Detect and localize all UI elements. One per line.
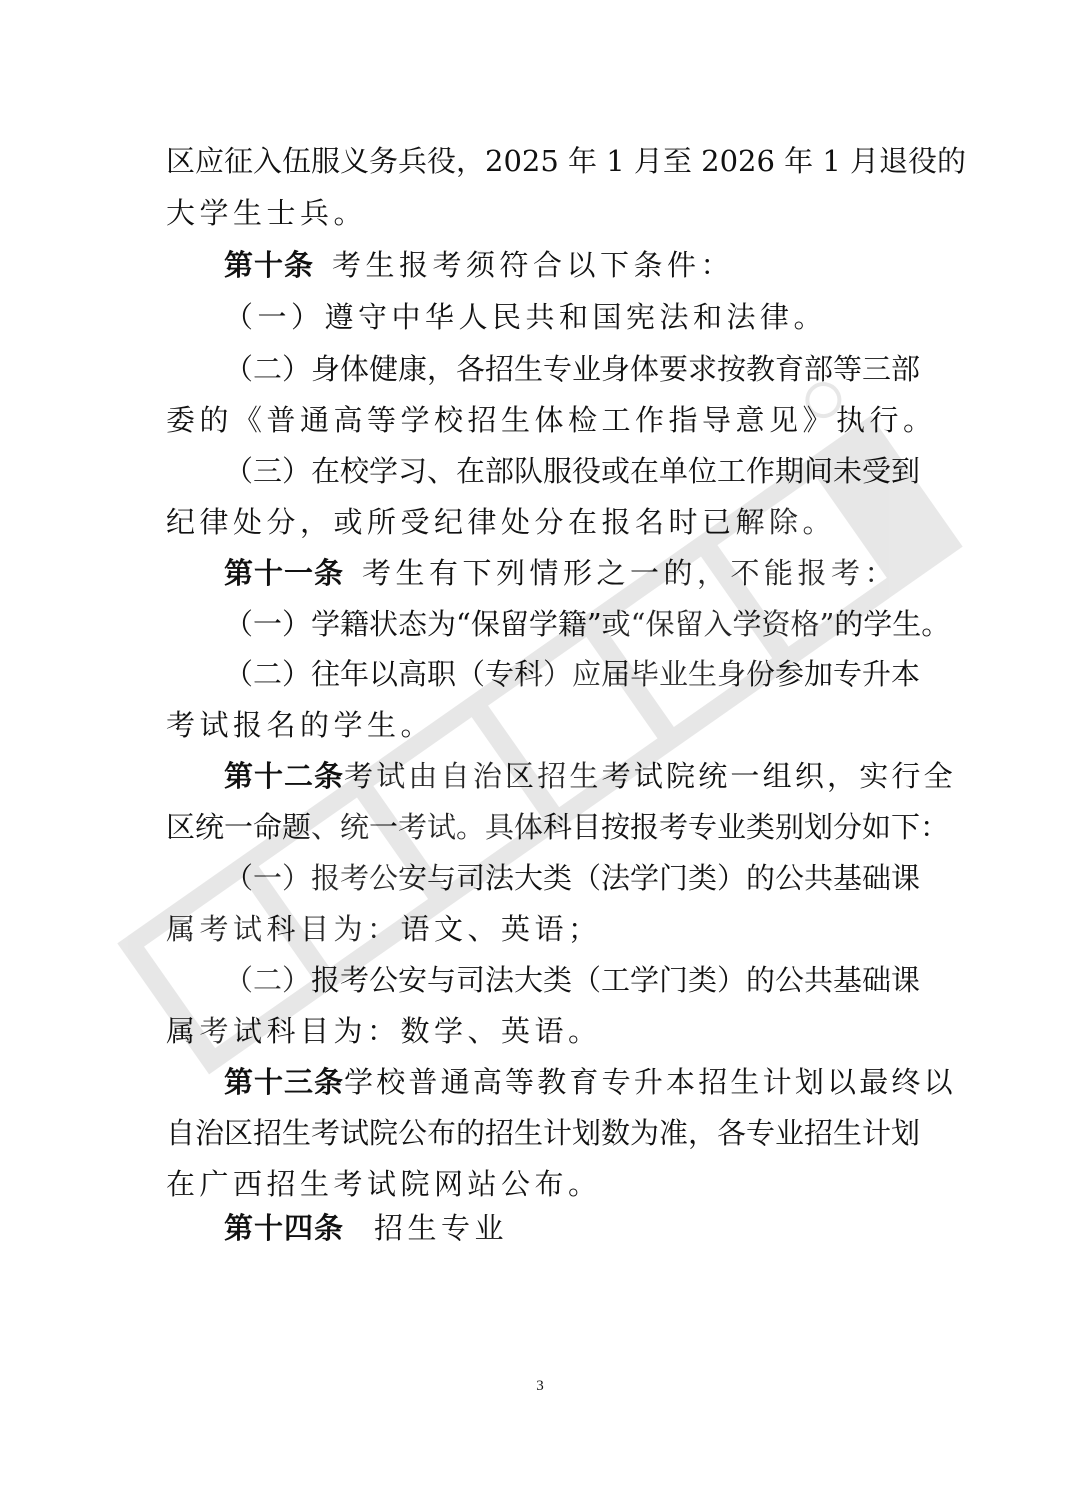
text-line: （二）往年以高职（专科）应届毕业生身份参加专升本 [224,657,921,691]
article-10 [224,238,916,292]
article-13 [224,1055,956,1109]
text-line: （一）学籍状态为“保留学籍”或“保留入学资格”的学生。 [224,607,951,641]
text-line: 在广西招生考试院网站公布。 [166,1167,602,1201]
text-line: （二）报考公安与司法大类（工学门类）的公共基础课 [224,963,921,997]
text-line: 属考试科目为：数学、英语。 [166,1014,602,1048]
article-14-text: 招生专业 [374,1211,509,1245]
text-line: （一）遵守中华人民共和国宪法和法律。 [224,300,828,334]
article-11-text: 考生有下列情形之一的，不能报考： [362,556,899,590]
text-line: 区统一命题、统一考试。具体科目按报考专业类别划分如下： [166,810,950,844]
article-14 [224,1201,916,1255]
article-13-text: 学校普通高等教育专升本招生计划以最终以 [344,1065,956,1099]
text-line: 自治区招生考试院公布的招生计划数为准，各专业招生计划 [166,1116,921,1150]
article-10-title: 第十条 [224,248,315,282]
article-11-title: 第十一条 [224,556,345,590]
article-11 [224,546,916,600]
page-number: 3 [536,1378,544,1394]
text-line: 区应征入伍服义务兵役，2025 年 1 月至 2026 年 1 月退役的 [166,144,967,178]
article-10-text: 考生报考须符合以下条件： [332,248,735,282]
article-12-title: 第十二条 [224,759,345,793]
text-line: 委的《普通高等学校招生体检工作指导意见》执行。 [166,403,937,437]
article-12 [224,749,956,803]
text-line: （二）身体健康，各招生专业身体要求按教育部等三部 [224,352,921,386]
text-line: 属考试科目为：语文、英语； [166,912,602,946]
text-line: （一）报考公安与司法大类（法学门类）的公共基础课 [224,861,921,895]
article-14-title: 第十四条 [224,1211,345,1245]
article-12-text: 考试由自治区招生考试院统一组织，实行全 [344,759,956,793]
text-line: 纪律处分，或所受纪律处分在报名时已解除。 [166,505,837,539]
article-13-title: 第十三条 [224,1065,345,1099]
text-line: （三）在校学习、在部队服役或在单位工作期间未受到 [224,454,921,488]
text-line: 大学生士兵。 [166,196,368,230]
text-line: 考试报名的学生。 [166,708,435,742]
